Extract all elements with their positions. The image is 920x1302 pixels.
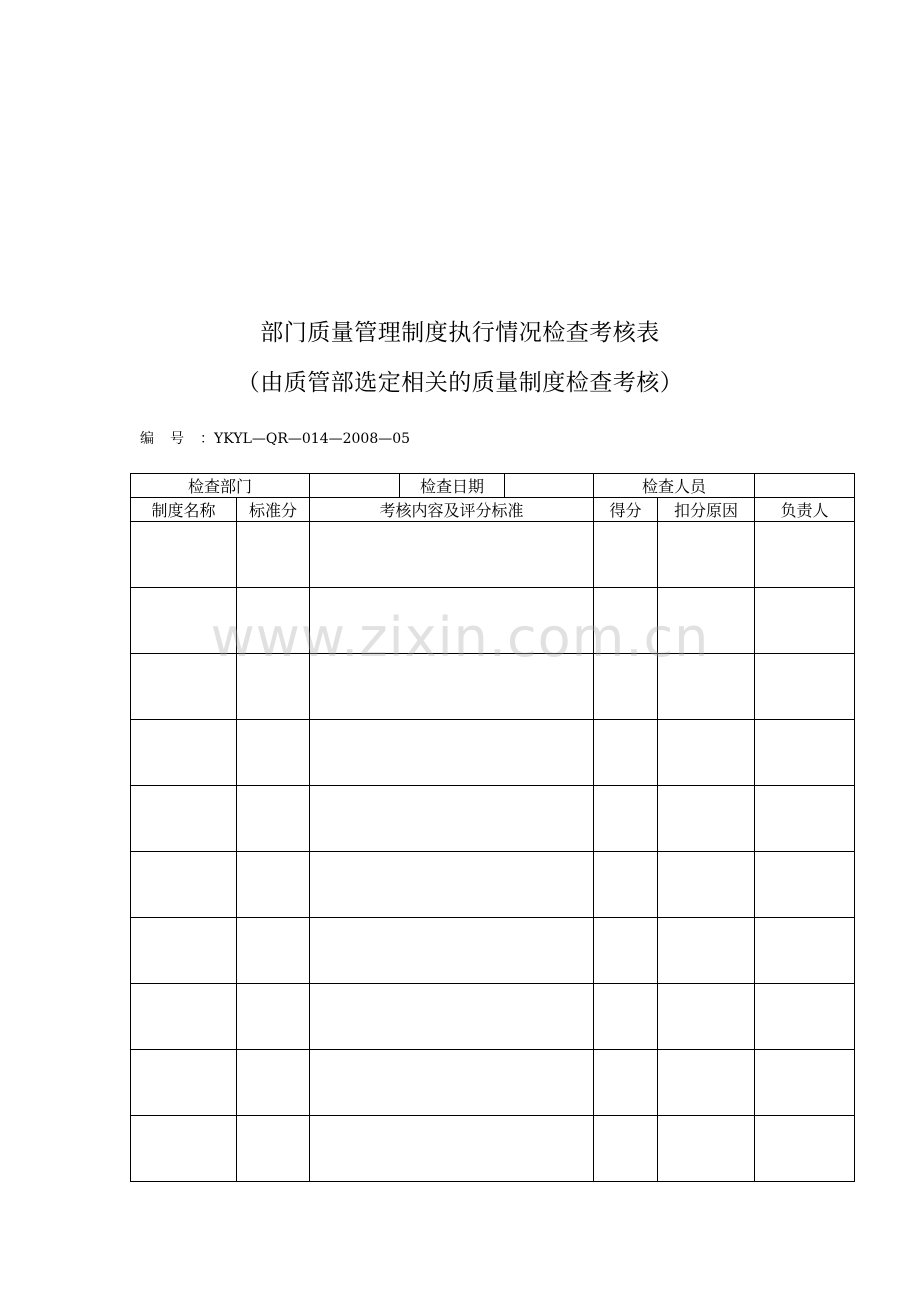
cell-regulation-name[interactable] — [131, 1050, 237, 1116]
table-row — [131, 654, 855, 720]
cell-assessment-content[interactable] — [310, 654, 594, 720]
cell-deduction-reason[interactable] — [658, 588, 755, 654]
cell-responsible-person[interactable] — [755, 654, 855, 720]
cell-standard-score[interactable] — [237, 522, 310, 588]
watermark: www.zixin.com.cn — [210, 606, 710, 669]
cell-standard-score[interactable] — [237, 984, 310, 1050]
cell-assessment-content[interactable] — [310, 1116, 594, 1182]
column-header-deduction-reason: 扣分原因 — [658, 498, 755, 522]
cell-regulation-name[interactable] — [131, 588, 237, 654]
cell-standard-score[interactable] — [237, 852, 310, 918]
cell-responsible-person[interactable] — [755, 984, 855, 1050]
cell-responsible-person[interactable] — [755, 522, 855, 588]
cell-standard-score[interactable] — [237, 918, 310, 984]
cell-assessment-content[interactable] — [310, 720, 594, 786]
table-row — [131, 852, 855, 918]
dept-label: 检查部门 — [131, 474, 310, 498]
cell-assessment-content[interactable] — [310, 1050, 594, 1116]
date-label: 检查日期 — [400, 474, 505, 498]
document-code-label: 编号 — [140, 431, 200, 447]
table-row — [131, 720, 855, 786]
document-code-value: ：YKYL—QR—014—2008—05 — [200, 431, 411, 447]
cell-regulation-name[interactable] — [131, 852, 237, 918]
table-row — [131, 1050, 855, 1116]
column-header-regulation-name: 制度名称 — [131, 498, 237, 522]
inspection-info-row — [131, 474, 855, 498]
page-subtitle: （由质管部选定相关的质量制度检查考核） — [236, 370, 684, 396]
cell-standard-score[interactable] — [237, 720, 310, 786]
cell-score[interactable] — [594, 918, 658, 984]
cell-deduction-reason[interactable] — [658, 1050, 755, 1116]
cell-responsible-person[interactable] — [755, 1050, 855, 1116]
cell-responsible-person[interactable] — [755, 786, 855, 852]
cell-score[interactable] — [594, 522, 658, 588]
cell-standard-score[interactable] — [237, 654, 310, 720]
cell-deduction-reason[interactable] — [658, 918, 755, 984]
cell-responsible-person[interactable] — [755, 852, 855, 918]
table-row — [131, 786, 855, 852]
cell-score[interactable] — [594, 588, 658, 654]
cell-deduction-reason[interactable] — [658, 984, 755, 1050]
cell-score[interactable] — [594, 984, 658, 1050]
cell-assessment-content[interactable] — [310, 786, 594, 852]
cell-standard-score[interactable] — [237, 786, 310, 852]
column-header-assessment-content: 考核内容及评分标准 — [310, 498, 594, 522]
cell-deduction-reason[interactable] — [658, 654, 755, 720]
cell-responsible-person[interactable] — [755, 1116, 855, 1182]
inspector-value-cell[interactable] — [755, 474, 855, 498]
column-header-row — [131, 498, 855, 522]
page-title: 部门质量管理制度执行情况检查考核表 — [260, 320, 660, 346]
cell-assessment-content[interactable] — [310, 984, 594, 1050]
inspection-table — [130, 473, 855, 1182]
cell-score[interactable] — [594, 786, 658, 852]
column-header-score: 得分 — [594, 498, 658, 522]
cell-responsible-person[interactable] — [755, 588, 855, 654]
cell-assessment-content[interactable] — [310, 852, 594, 918]
cell-regulation-name[interactable] — [131, 654, 237, 720]
cell-regulation-name[interactable] — [131, 918, 237, 984]
cell-score[interactable] — [594, 852, 658, 918]
cell-assessment-content[interactable] — [310, 522, 594, 588]
cell-regulation-name[interactable] — [131, 522, 237, 588]
table-row — [131, 522, 855, 588]
cell-deduction-reason[interactable] — [658, 786, 755, 852]
cell-deduction-reason[interactable] — [658, 522, 755, 588]
cell-score[interactable] — [594, 720, 658, 786]
cell-deduction-reason[interactable] — [658, 852, 755, 918]
cell-score[interactable] — [594, 1050, 658, 1116]
cell-score[interactable] — [594, 654, 658, 720]
table-row — [131, 1116, 855, 1182]
document-code — [140, 428, 410, 448]
dept-value-cell[interactable] — [310, 474, 400, 498]
table-row — [131, 984, 855, 1050]
table-row — [131, 918, 855, 984]
cell-standard-score[interactable] — [237, 1050, 310, 1116]
cell-deduction-reason[interactable] — [658, 720, 755, 786]
cell-deduction-reason[interactable] — [658, 1116, 755, 1182]
cell-regulation-name[interactable] — [131, 720, 237, 786]
column-header-responsible-person: 负责人 — [755, 498, 855, 522]
date-value-cell[interactable] — [505, 474, 594, 498]
cell-standard-score[interactable] — [237, 1116, 310, 1182]
cell-regulation-name[interactable] — [131, 1116, 237, 1182]
cell-responsible-person[interactable] — [755, 918, 855, 984]
cell-standard-score[interactable] — [237, 588, 310, 654]
cell-assessment-content[interactable] — [310, 918, 594, 984]
column-header-standard-score: 标准分 — [237, 498, 310, 522]
cell-score[interactable] — [594, 1116, 658, 1182]
table-row — [131, 588, 855, 654]
cell-responsible-person[interactable] — [755, 720, 855, 786]
cell-assessment-content[interactable] — [310, 588, 594, 654]
inspector-label: 检查人员 — [594, 474, 755, 498]
cell-regulation-name[interactable] — [131, 984, 237, 1050]
cell-regulation-name[interactable] — [131, 786, 237, 852]
